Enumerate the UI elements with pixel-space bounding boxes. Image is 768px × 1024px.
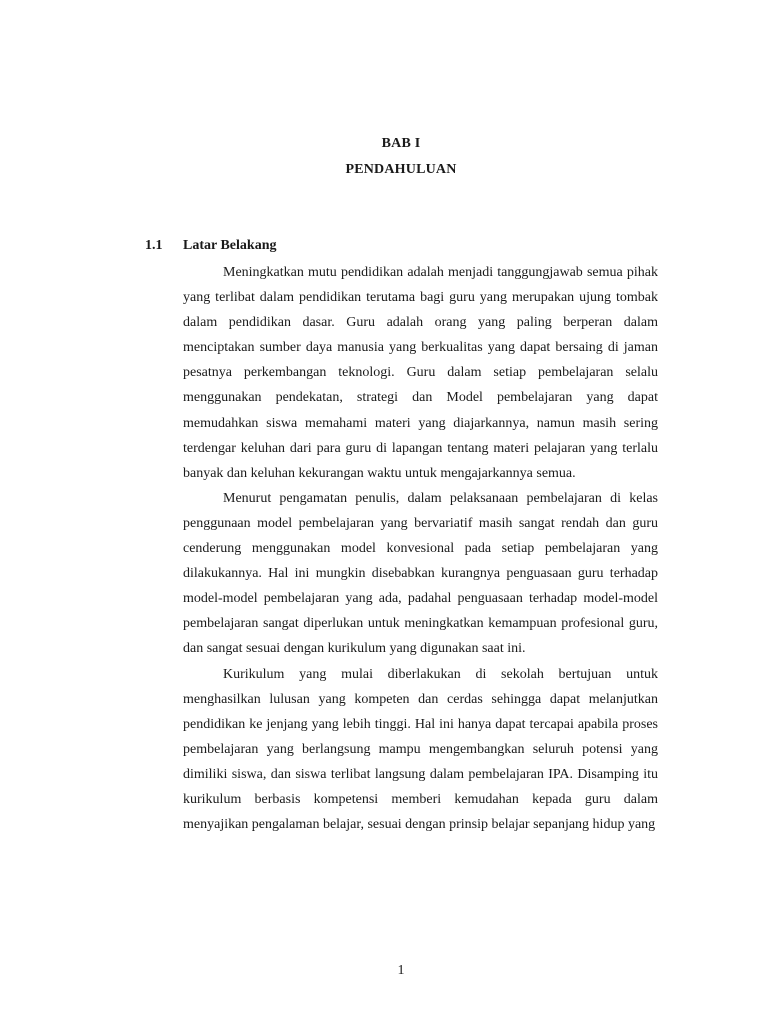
page-number: 1 [397, 963, 405, 978]
chapter-number: BAB I [381, 136, 421, 151]
section-heading [145, 238, 276, 254]
paragraph-2: Menurut pengamatan penulis, dalam pelaksanaan pembelajaran di kelas penggunaan model pembelajaran yang bervariatif masih sangat rendah dan guru cenderung menggunakan model konvesional pada setiap pembelajaran yang dilakukannya. Hal ini mungkin disebabkan kurangnya penguasaan guru terhadap model-model pembelajaran yang ada, padahal penguasaan terhadap model-model pembelajaran sangat diperlukan untuk meningkatkan kemampuan profesional guru, dan sangat sesuai dengan kurikulum yang digunakan saat ini. [183, 490, 658, 657]
section-number: 1.1 [145, 238, 163, 253]
paragraph-3: Kurikulum yang mulai diberlakukan di sekolah bertujuan untuk menghasilkan lulusan yang kompeten dan cerdas sehingga dapat melanjutkan pendidikan ke jenjang yang lebih tinggi. Hal ini hanya dapat tercapai apabila proses pembelajaran yang berlangsung mampu mengembangkan seluruh potensi yang dimiliki siswa, dan siswa terlibat langsung dalam pembelajaran IPA. Disamping itu kurikulum berbasis kompetensi memberi kemudahan kepada guru dalam menyajikan pengalaman belajar, sesuai dengan prinsip belajar sepanjang hidup yang [183, 666, 658, 833]
section-title: Latar Belakang [183, 238, 277, 253]
body-text [183, 260, 658, 837]
chapter-title: PENDAHULUAN [345, 162, 457, 177]
paragraph-1: Meningkatkan mutu pendidikan adalah menjadi tanggungjawab semua pihak yang terlibat dalam pendidikan terutama bagi guru yang merupakan ujung tombak dalam pendidikan dasar. Guru adalah orang yang paling berperan dalam menciptakan sumber daya manusia yang berkualitas yang dapat bersaing di jaman pesatnya perkembangan teknologi. Guru dalam setiap pembelajaran selalu menggunakan pendekatan, strategi dan Model pembelajaran yang dapat memudahkan siswa memahami materi yang diajarkannya, namun masih sering terdengar keluhan dari para guru di lapangan tentang materi pelajaran yang terlalu banyak dan keluhan kekurangan waktu untuk mengajarkannya semua. [183, 265, 658, 481]
